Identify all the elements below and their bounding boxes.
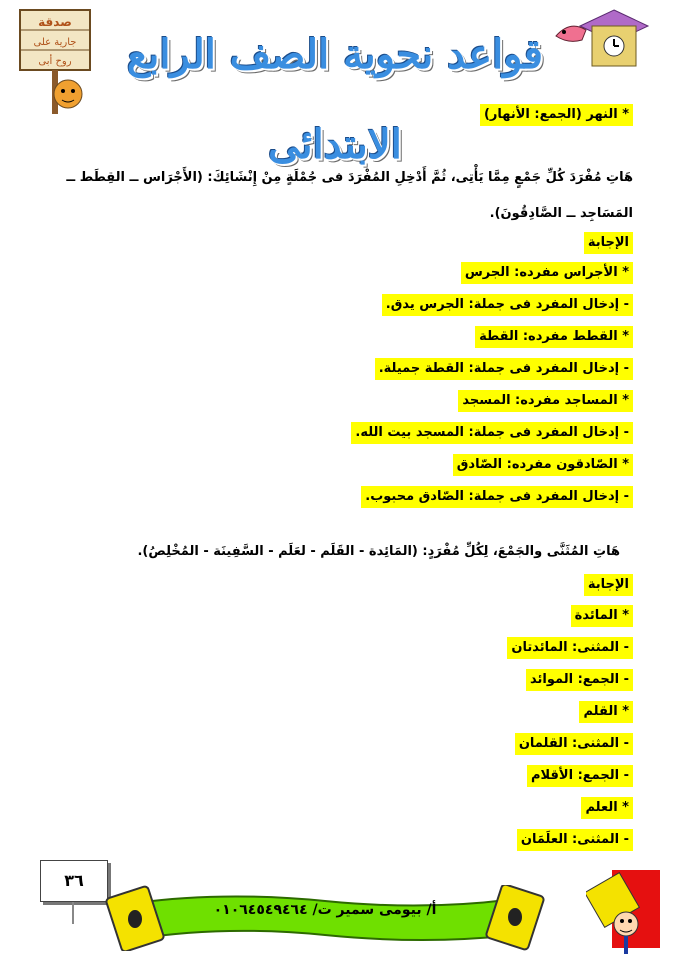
- q1-answer-item: - إدخال المفرد فى جملة: المسجد بيت الله.: [351, 422, 633, 444]
- sign-line-2: جارية على: [33, 37, 77, 48]
- q1-answer-item: * القطط مفرده: القطة: [475, 326, 633, 348]
- q2-answer-item: * المائدة: [571, 605, 633, 627]
- page-title: قواعد نحوية الصف الرابع الابتدائى: [126, 31, 544, 168]
- q1-answer-item: - إدخال المفرد فى جملة: الجرس يدق.: [382, 294, 633, 316]
- top-line: * النهر (الجمع: الأنهار): [480, 104, 633, 126]
- corner-mascot-logo: [586, 858, 672, 958]
- author-credit: أ/ بيومى سمير ت/ ٠١٠٦٤٥٤٩٤٦٤: [213, 902, 437, 918]
- scroll-left-icon: [105, 886, 164, 951]
- page-number: ٣٦: [40, 860, 108, 902]
- q1-answer-item: * الأجراس مفرده: الجرس: [461, 262, 633, 284]
- question-1-text: هَاتِ مُفْرَدَ كُلِّ جَمْعٍ مِمَّا يَأْتِى، ثُمَّ أَدْخِلِ المُفْرَدَ فى جُمْلَةٍ مِنْ إِنْشَائِكَ: (الأَجْرَاس ــ القِطَط ــ المَسَاجِد ــ الصَّادِقُونَ).: [66, 170, 633, 221]
- q2-answer-item: * القلم: [579, 701, 633, 723]
- cuckoo-clock-icon: [552, 6, 652, 86]
- q1-answer-item: * المساجد مفرده: المسجد: [458, 390, 633, 412]
- q2-answer-item: - المثنى: العلَمَان: [517, 829, 633, 851]
- question-2-text: هَاتِ المُثَنَّى والجَمْعَ، لِكُلِّ مُفْرَدٍ: (المَائِدة - القَلَم - لعَلَم - السَّفِينَة - المُخْلِصُ).: [137, 544, 620, 559]
- q2-answer-item: - المثنى: القلمان: [515, 733, 633, 755]
- scroll-right-icon: [485, 885, 544, 950]
- q2-answer-item: - الجمع: الموائد: [526, 669, 633, 691]
- charity-sign-logo: [18, 8, 102, 118]
- sign-line-1: صدقة: [38, 15, 72, 29]
- page-number-stick: [72, 902, 74, 924]
- q2-answer-item: - الجمع: الأقلام: [527, 765, 633, 787]
- q2-answer-label: الإجابة: [584, 574, 633, 596]
- q1-answer-item: - إدخال المفرد فى جملة: الصّادق محبوب.: [361, 486, 633, 508]
- q2-answer-item: - المثنى: المائدتان: [507, 637, 633, 659]
- q1-answer-item: * الصّادقون مفرده: الصّادق: [453, 454, 633, 476]
- q1-answer-label: الإجابة: [584, 232, 633, 254]
- q1-answer-item: - إدخال المفرد فى جملة: القطة جميلة.: [375, 358, 633, 380]
- sign-line-3: روح أبى: [38, 56, 72, 67]
- q2-answer-item: * العلم: [581, 797, 633, 819]
